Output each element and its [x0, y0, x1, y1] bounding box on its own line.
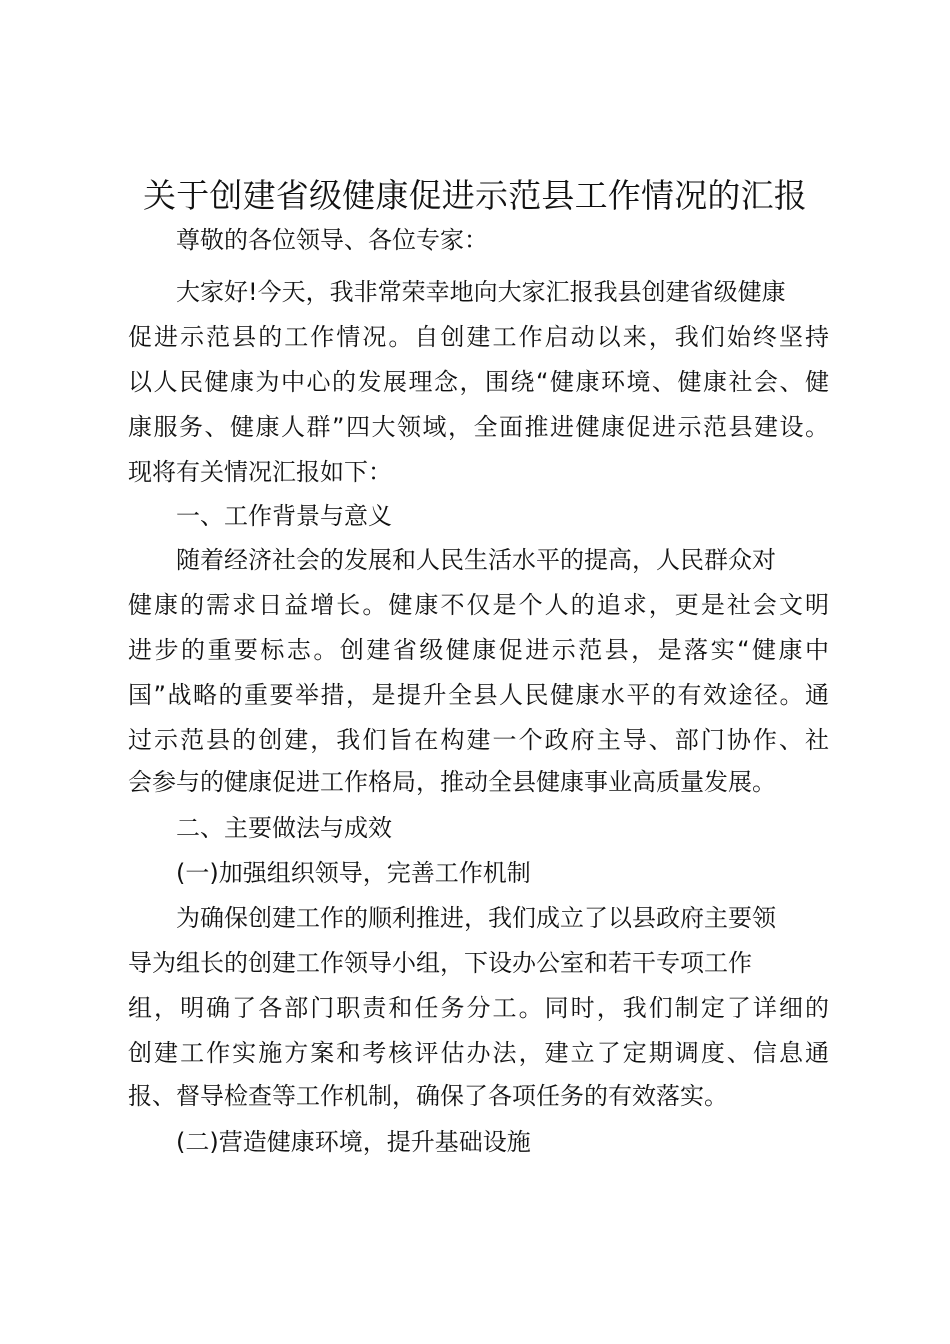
section-heading: 二、主要做法与成效: [176, 814, 392, 842]
intro-line: 现将有关情况汇报如下：: [128, 458, 392, 486]
subsection-heading: (二)营造健康环境，提升基础设施: [176, 1128, 531, 1156]
section1-line: 随着经济社会的发展和人民生活水平的提高，人民群众对: [176, 546, 776, 574]
section1-line: 国”战略的重要举措，是提升全县人民健康水平的有效途径。通: [128, 681, 829, 709]
section-heading: 一、工作背景与意义: [176, 502, 392, 530]
section1-line: 健康的需求日益增长。健康不仅是个人的追求，更是社会文明: [128, 591, 829, 619]
subsection1-line: 组，明确了各部门职责和任务分工。同时，我们制定了详细的: [128, 994, 829, 1022]
salutation: 尊敬的各位领导、各位专家：: [176, 226, 488, 254]
subsection-heading: (一)加强组织领导，完善工作机制: [176, 859, 531, 887]
subsection1-line: 报、督导检查等工作机制，确保了各项任务的有效落实。: [128, 1082, 728, 1110]
subsection1-line: 为确保创建工作的顺利推进，我们成立了以县政府主要领: [176, 904, 776, 932]
subsection1-line: 创建工作实施方案和考核评估办法，建立了定期调度、信息通: [128, 1039, 829, 1067]
document-title: 关于创建省级健康促进示范县工作情况的汇报: [143, 176, 807, 215]
section1-line: 会参与的健康促进工作格局，推动全县健康事业高质量发展。: [128, 768, 776, 796]
intro-line: 以人民健康为中心的发展理念，围绕“健康环境、健康社会、健: [128, 368, 829, 396]
subsection1-line: 导为组长的创建工作领导小组，下设办公室和若干专项工作: [128, 949, 752, 977]
intro-line: 促进示范县的工作情况。自创建工作启动以来，我们始终坚持: [128, 323, 829, 351]
section1-line: 进步的重要标志。创建省级健康促进示范县，是落实“健康中: [128, 636, 829, 664]
intro-line: 大家好!今天，我非常荣幸地向大家汇报我县创建省级健康: [176, 278, 786, 306]
section1-line: 过示范县的创建，我们旨在构建一个政府主导、部门协作、社: [128, 726, 829, 754]
intro-line: 康服务、健康人群”四大领域，全面推进健康促进示范县建设。: [128, 413, 829, 441]
